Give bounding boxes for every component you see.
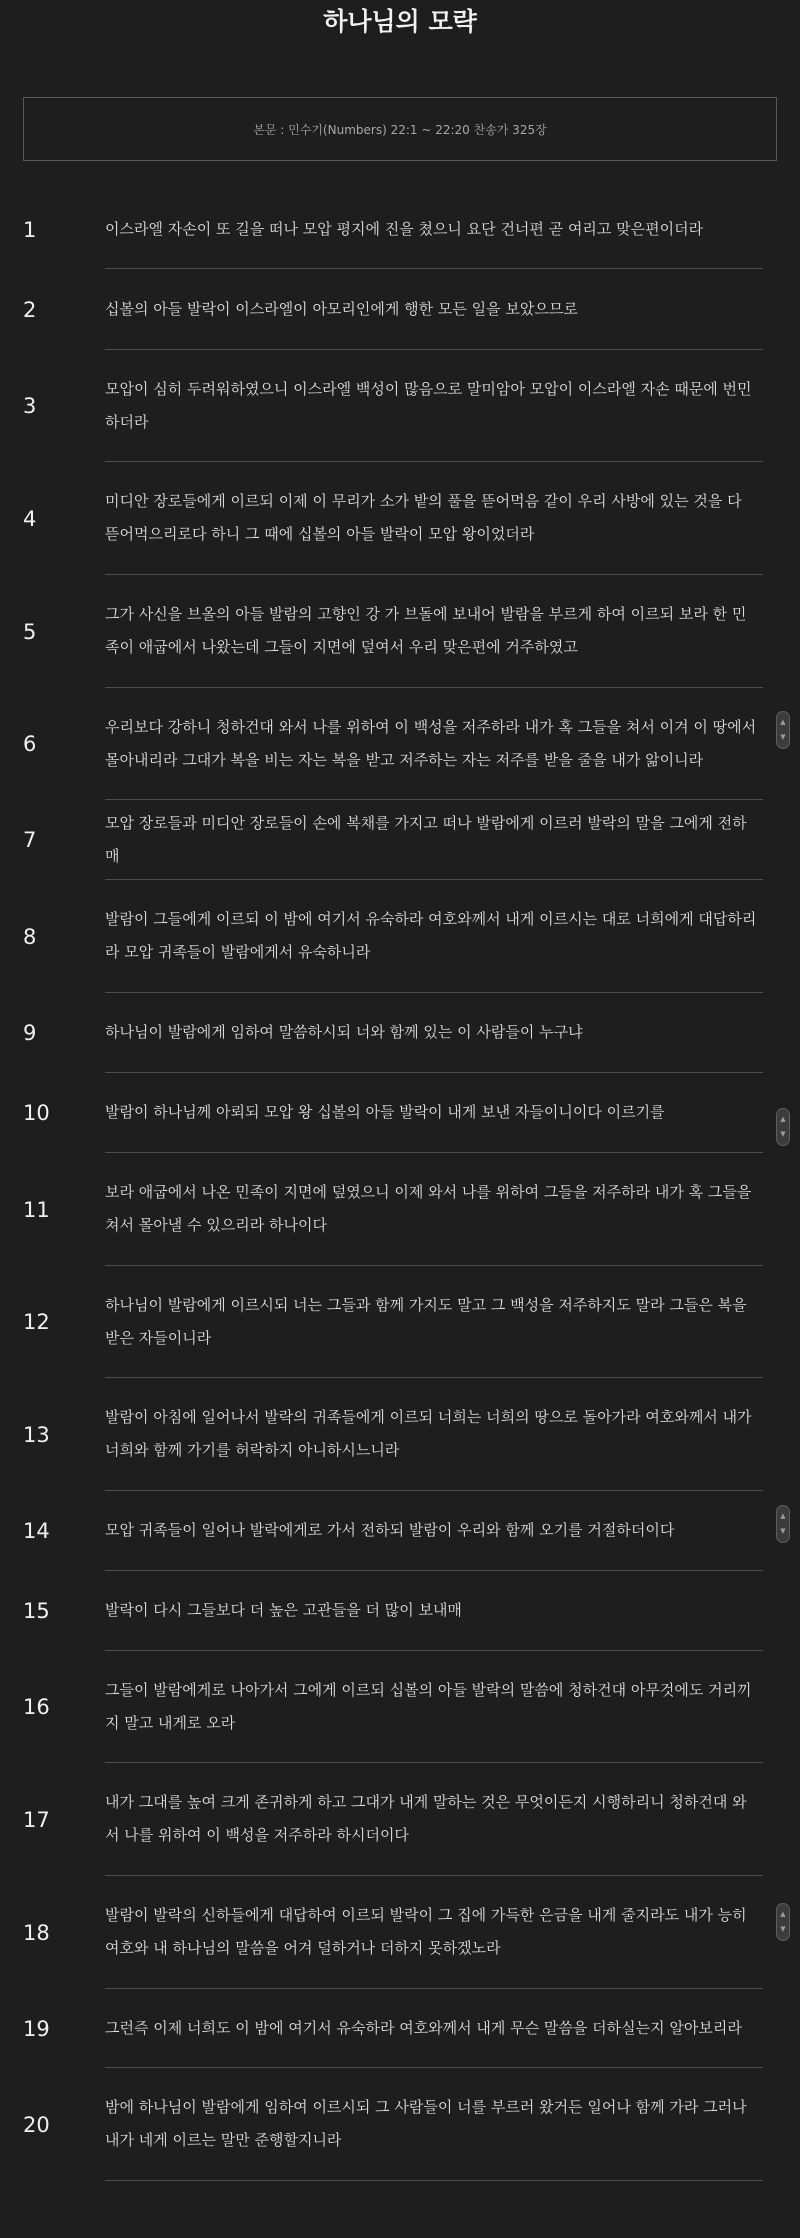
chevron-down-icon: ▼ [780,733,786,741]
verse-number: 8 [23,924,37,949]
verse-body [105,1876,763,1989]
chevron-down-icon: ▼ [780,1130,786,1138]
verse-number: 7 [23,828,37,852]
verse-body [105,2068,763,2181]
verse-row [0,880,800,993]
verse-text: 그들이 발람에게로 나아가서 그에게 이르되 십볼의 아들 발락의 말씀에 청하건대 아무것에도 거리끼지 말고 내게로 오라 [105,1680,752,1732]
verse-row [0,1491,800,1571]
verse-body [105,1153,763,1266]
page-title: 하나님의 모략 [323,7,477,36]
verse-row [0,1153,800,1266]
verse-number: 12 [23,1310,50,1334]
verse-body [105,269,763,350]
scripture-reference-box [23,97,777,161]
chevron-down-icon: ▼ [780,1527,786,1535]
verse-text: 보라 애굽에서 나온 민족이 지면에 덮였으니 이제 와서 나를 위하여 그들을 저주하라 내가 혹 그들을 쳐서 몰아낼 수 있으리라 하나이다 [105,1183,752,1234]
verse-row [0,269,800,350]
verse-text: 우리보다 강하니 청하건대 와서 나를 위하여 이 백성을 저주하라 내가 혹 그들을 쳐서 이겨 이 땅에서 몰아내리라 그대가 복을 비는 자는 복을 받고 저주하는 자는 저주를 받을 줄을 내가 앎이니라 [105,717,757,769]
verse-text: 그런즉 이제 너희도 이 밤에 여기서 유숙하라 여호와께서 내게 무슨 말씀을 더하실는지 알아보리라 [105,2018,742,2037]
verse-body [105,688,763,800]
verse-body [105,880,763,993]
verse-body [105,1989,763,2068]
verse-row [0,1378,800,1491]
verse-number: 9 [23,1021,37,1045]
verse-body [105,1571,763,1651]
verse-text: 발람이 발락의 신하들에게 대답하여 이르되 발락이 그 집에 가득한 은금을 내게 줄지라도 내가 능히 여호와 내 하나님의 말씀을 어겨 덜하거나 더하지 못하겠노라 [105,1906,747,1957]
verse-text: 발람이 하나님께 아뢰되 모압 왕 십볼의 아들 발락이 내게 보낸 자들이니이다 이르기를 [105,1103,665,1121]
verse-body [105,1378,763,1491]
verse-body [105,1763,763,1876]
verse-text: 십볼의 아들 발락이 이스라엘이 아모리인에게 행한 모든 일을 보았으므로 [105,299,578,318]
verse-number: 16 [23,1695,50,1719]
chevron-up-icon: ▲ [780,718,786,726]
verse-row [0,1876,800,1989]
verse-number: 6 [23,732,37,756]
verse-number: 13 [23,1422,50,1447]
scroll-handle[interactable] [776,1108,790,1146]
verse-body [105,1266,763,1378]
verse-row [0,1266,800,1378]
verse-row [0,1989,800,2068]
verse-number: 2 [23,297,37,322]
verse-number: 4 [23,506,37,531]
verse-number: 11 [23,1197,50,1222]
verse-text: 모압 귀족들이 일어나 발락에게로 가서 전하되 발람이 우리와 함께 오기를 거절하더이다 [105,1521,675,1539]
verse-text: 하나님이 발람에게 이르시되 너는 그들과 함께 가지도 말고 그 백성을 저주하지도 말라 그들은 복을 받은 자들이니라 [105,1295,747,1347]
verse-number: 18 [23,1920,50,1945]
verse-row [0,1763,800,1876]
verse-body [105,993,763,1073]
verse-text: 모압이 심히 두려워하였으니 이스라엘 백성이 많음으로 말미암아 모압이 이스라엘 자손 때문에 번민하더라 [105,379,752,431]
verse-body [105,350,763,462]
verse-row [0,575,800,688]
verse-row [0,800,800,880]
verse-number: 3 [23,394,37,418]
verse-text: 모압 장로들과 미디안 장로들이 손에 복채를 가지고 떠나 발람에게 이르러 발락의 말을 그에게 전하매 [105,813,747,865]
scripture-reference: 본문 : 민수기(Numbers) 22:1 ~ 22:20 찬송가 325장 [253,122,547,137]
verse-number: 10 [23,1101,50,1125]
chevron-up-icon: ▲ [780,1512,786,1520]
verse-body [105,462,763,575]
scroll-handle[interactable] [776,711,790,749]
verse-text: 이스라엘 자손이 또 길을 떠나 모압 평지에 진을 쳤으니 요단 건너편 곧 여리고 맞은편이더라 [105,219,704,238]
scroll-handle[interactable] [776,1505,790,1543]
chevron-down-icon: ▼ [780,1925,786,1933]
verse-row [0,350,800,462]
verse-row [0,2068,800,2181]
verse-text: 내가 그대를 높여 크게 존귀하게 하고 그대가 내게 말하는 것은 무엇이든지 시행하리니 청하건대 와서 나를 위하여 이 백성을 저주하라 하시더이다 [105,1793,747,1844]
verse-row [0,1073,800,1153]
chevron-up-icon: ▲ [780,1910,786,1918]
verse-body [105,1491,763,1571]
verse-body [105,1073,763,1153]
verse-number: 1 [23,217,37,242]
verse-text: 발락이 다시 그들보다 더 높은 고관들을 더 많이 보내매 [105,1601,462,1619]
verse-body [105,1651,763,1763]
verse-number: 17 [23,1807,50,1832]
verse-row [0,1651,800,1763]
verse-text: 밤에 하나님이 발람에게 임하여 이르시되 그 사람들이 너를 부르러 왔거든 일어나 함께 가라 그러나 내가 네게 이르는 말만 준행할지니라 [105,2098,747,2149]
verse-text: 발람이 아침에 일어나서 발락의 귀족들에게 이르되 너희는 너희의 땅으로 돌아가라 여호와께서 내가 너희와 함께 가기를 허락하지 아니하시느니라 [105,1408,752,1459]
verse-row [0,993,800,1073]
verse-text: 그가 사신을 브올의 아들 발람의 고향인 강 가 브돌에 보내어 발람을 부르게 하여 이르되 보라 한 민족이 애굽에서 나왔는데 그들이 지면에 덮여서 우리 맞은편에 거주하였고 [105,605,747,656]
scroll-handle[interactable] [776,1903,790,1941]
verse-number: 5 [23,619,37,644]
verse-body [105,190,763,269]
verse-text: 미디안 장로들에게 이르되 이제 이 무리가 소가 밭의 풀을 뜯어먹음 같이 우리 사방에 있는 것을 다 뜯어먹으리로다 하니 그 때에 십볼의 아들 발락이 모압 왕이었더라 [105,492,742,543]
verse-row [0,1571,800,1651]
verse-row [0,688,800,800]
verse-number: 20 [23,2112,50,2137]
verse-body [105,800,763,880]
verse-number: 19 [23,2016,50,2041]
verse-number: 14 [23,1519,50,1543]
verse-body [105,575,763,688]
verse-list [0,190,800,2181]
chevron-up-icon: ▲ [780,1115,786,1123]
verse-text: 발람이 그들에게 이르되 이 밤에 여기서 유숙하라 여호와께서 내게 이르시는 대로 너희에게 대답하리라 모압 귀족들이 발람에게서 유숙하니라 [105,910,757,961]
verse-row [0,190,800,269]
verse-text: 하나님이 발람에게 임하여 말씀하시되 너와 함께 있는 이 사람들이 누구냐 [105,1023,583,1041]
verse-row [0,462,800,575]
verse-number: 15 [23,1599,50,1623]
